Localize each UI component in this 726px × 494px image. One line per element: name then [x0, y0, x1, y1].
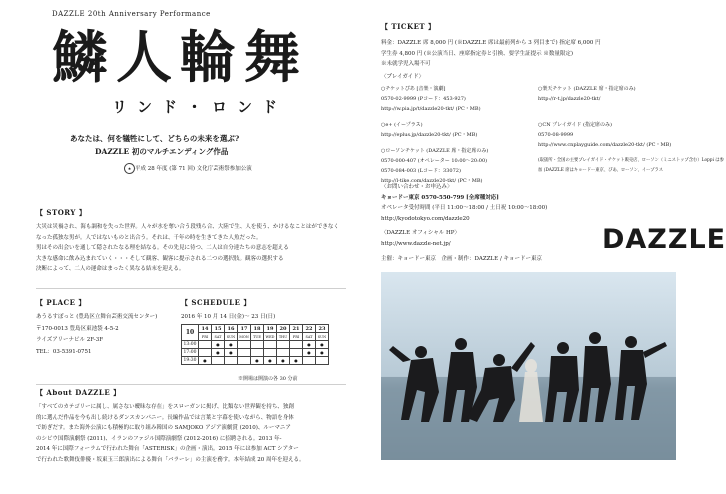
schedule-cell — [290, 341, 303, 349]
photo-illustration — [381, 272, 676, 460]
ticket-prices — [381, 38, 601, 70]
guide-phone: 0570-000-407 (オペレーター 10:00〜20:00) — [381, 158, 488, 164]
organizer: 主催：キョードー東京 企画・制作：DAZZLE / キョードー東京 — [381, 256, 543, 262]
guide-link[interactable]: http://www.cnplayguide.com/dazzle20-tkt/ (PC・MB) — [538, 142, 672, 148]
story-text — [36, 222, 344, 275]
place-heading: 【 PLACE 】 — [36, 298, 86, 307]
schedule-date-14: 14 — [199, 325, 212, 333]
schedule-note: ※開場は開演の各 30 分前 — [238, 376, 298, 382]
schedule-cell — [251, 349, 264, 357]
schedule-day: SUN — [225, 333, 238, 341]
schedule-heading: 【 SCHEDULE 】 — [181, 298, 251, 307]
about-heading: 【 About DAZZLE 】 — [36, 388, 121, 397]
guide-phone: 0570-08-9999 — [538, 132, 574, 138]
schedule-day: SUN — [316, 333, 329, 341]
schedule-cell — [290, 349, 303, 357]
about-text — [36, 402, 304, 465]
schedule-cell: ● — [212, 349, 225, 357]
guide-note: 加 (DAZZLE 席はキョードー東京、ぴあ、ローソン、イープラス — [538, 168, 664, 173]
schedule-period: 2016 年 10 月 14 日(金)〜 23 日(日) — [181, 314, 276, 320]
official-heading: 〈DAZZLE オフィシャル HP〉 — [381, 230, 460, 236]
schedule-date-22: 22 — [303, 325, 316, 333]
contact-phone: キョードー東京 0570-550-799 [全席種対応] — [381, 194, 499, 201]
story-line: 決断によって、二人の運命はまったく異なる結末を迎える。 — [36, 266, 185, 272]
schedule-day: FRI — [290, 333, 303, 341]
schedule-cell — [303, 357, 316, 365]
guide-phone: 0570-02-9999 (Pコード：453-927) — [381, 96, 466, 102]
schedule-cell: ● — [251, 357, 264, 365]
about-line: で紡ぎだす。また海外公演にも積極的に取り組み韓国の SAMJOKO アジア演劇賞 (2010)、ルーマニア — [36, 425, 291, 431]
schedule-cell — [264, 341, 277, 349]
schedule-date-16: 16 — [225, 325, 238, 333]
price-line: ※未就学児入場不可 — [381, 61, 431, 67]
guide-note: (取扱所・全国の主要プレイガイド・チケット販売店、ローソン（ミニストップ含む）Loppi は参 — [538, 158, 724, 163]
schedule-time: 17:00 — [182, 349, 199, 357]
playguide-right — [538, 84, 724, 176]
lead-tagline: DAZZLE 初のマルチエンディング作品 — [95, 147, 229, 156]
schedule-cell: ● — [303, 349, 316, 357]
schedule-cell — [264, 349, 277, 357]
venue-name: あうるすぽっと (豊島区立舞台芸術交流センター) — [36, 314, 158, 320]
venue-address: 〒170-0013 豊島区東池袋 4-5-2 — [36, 325, 119, 332]
about-line: で行われた歌舞伎俳優・坂東玉三郎演出による舞台「バラーレ」の主演を務す。本年結成 20 周年を迎える。 — [36, 456, 305, 463]
schedule-day: FRI — [199, 333, 212, 341]
contact-block — [381, 182, 547, 224]
festival-seal-icon: ★ — [124, 163, 135, 174]
contact-hours: オペレータ受付時間 (平日 11:00〜18:00 / 土日祝 10:00〜18:00) — [381, 205, 548, 211]
schedule-cell — [199, 341, 212, 349]
schedule-day: SAT — [303, 333, 316, 341]
schedule-date-19: 19 — [264, 325, 277, 333]
schedule-day: SAT — [212, 333, 225, 341]
price-line: 学生券 4,800 円 (※公演当日、座席指定券と引換、要学生証提示 ※数量限定) — [381, 50, 574, 57]
schedule-date-20: 20 — [277, 325, 290, 333]
schedule-cell: ● — [225, 341, 238, 349]
schedule-day: THU — [277, 333, 290, 341]
story-line: 大災は災禍され、海も調和を失った世界。人々が水を奪い合う段残ら合、大陸で生、人を使う、かけるなことはができなくなった孤独な男が。人ではないものと出合う。それは、千年の時を生きてきた人魚だった。 — [36, 224, 339, 241]
schedule-cell: ● — [316, 349, 329, 357]
guide-phone: 0570-084-003 (Lコード：33072) — [381, 168, 461, 174]
schedule-cell: ● — [303, 341, 316, 349]
dazzle-logo: DAZZLE — [602, 224, 726, 255]
guide-link[interactable]: http://w.pia.jp/t/dazzle20-tkt/ (PC・MB) — [381, 106, 481, 112]
ticket-heading: 【 TICKET 】 — [381, 22, 436, 31]
story-heading: 【 STORY 】 — [36, 208, 87, 217]
about-line: 「すべてのカテゴリーに属し、属さない曖昧な存在」をスローガンに掲げ、比類ない世界観を持ち、独創 — [36, 404, 294, 410]
schedule-cell: ● — [212, 341, 225, 349]
schedule-month: 10 — [182, 325, 199, 341]
award-note: 平成 28 年度 (第 71 回) 文化庁芸術祭参加公演 — [135, 166, 252, 172]
place-text — [36, 312, 157, 358]
about-line: のシビウ国際演劇祭 (2011)、イランのファジル国際演劇祭 (2012-2016) に招聘される。2013 年- — [36, 435, 282, 442]
schedule-cell: ● — [225, 349, 238, 357]
contact-heading: 〈お問い合わせ・お申込み〉 — [381, 184, 453, 190]
schedule-cell — [212, 357, 225, 365]
official-block — [381, 228, 460, 249]
venue-building: ライズアリーナビル 2F-3F — [36, 337, 104, 343]
schedule-date-21: 21 — [290, 325, 303, 333]
schedule-date-15: 15 — [212, 325, 225, 333]
schedule-cell — [238, 357, 251, 365]
schedule-day: MON — [239, 334, 249, 339]
schedule-cell — [199, 349, 212, 357]
guide-link[interactable]: http://eplus.jp/dazzle20-tkt/ (PC・MB) — [381, 132, 478, 138]
schedule-date-18: 18 — [251, 325, 264, 333]
price-line: 料金：DAZZLE 席 8,000 円 (※DAZZLE 席は最前列から 3 列目まで) 指定席 6,000 円 — [381, 40, 601, 46]
guide-link[interactable]: http://r-t.jp/dazzle20-tkt/ — [538, 96, 601, 102]
schedule-day: WED — [264, 333, 277, 341]
performance-photo — [381, 272, 676, 460]
schedule-cell: ● — [264, 357, 277, 365]
schedule-cell: ● — [316, 341, 329, 349]
divider — [36, 384, 346, 385]
schedule-cell: ● — [290, 357, 303, 365]
divider — [36, 288, 346, 289]
schedule-date-17: 17 — [238, 325, 251, 333]
lead-question: あなたは、何を犠牲にして、どちらの未来を選ぶ? — [70, 134, 240, 143]
guide-link[interactable]: http://l-tike.com/dazzle20-tkt/ (PC・MB) — [381, 178, 483, 184]
schedule-cell — [251, 341, 264, 349]
contact-url[interactable]: http://kyodotokyo.com/dazzle20 — [381, 215, 470, 222]
schedule-cell: ● — [277, 357, 290, 365]
about-line: 的に選んだ作品を今も出し続けるダンスカンパニー。長編作品では言葉と字幕を使いながら、物語を身体 — [36, 414, 294, 421]
schedule-table — [181, 324, 329, 365]
story-line: 大きな感命に飲み込まれていく・・・そして観客、観客に提示される二つの選択肢。観客の選択する — [36, 255, 284, 262]
schedule-cell — [238, 341, 251, 349]
schedule-cell — [316, 357, 329, 365]
schedule-cell — [238, 349, 251, 357]
guide-name: ○ローソンチケット (DAZZLE 席・指定席のみ) — [381, 148, 489, 154]
about-line: 2014 年に国際フォーラムで行われた舞台「ASTERISK」の企画・演出。2015 年には参加 ACT シアター — [36, 446, 299, 452]
schedule-time: 19:30 — [182, 357, 199, 365]
schedule-cell: ● — [199, 357, 212, 365]
story-line: 男はその出会いを通して隠されたなる理を結なる。その先見に待つ、二人は自分達たちの意志を超える — [36, 245, 289, 251]
schedule-day: TUE — [251, 333, 264, 341]
official-url[interactable]: http://www.dazzle-net.jp/ — [381, 240, 451, 247]
guide-name: ○CN プレイガイド (指定席のみ) — [538, 122, 612, 128]
schedule-cell — [277, 349, 290, 357]
guide-name: ○e+ (イープラス) — [381, 122, 423, 128]
schedule-date-23: 23 — [316, 325, 329, 333]
schedule-cell — [225, 357, 238, 365]
playguide-heading: 〈プレイガイド〉 — [381, 74, 425, 80]
guide-name: ○楽天チケット (DAZZLE 席・指定席のみ) — [538, 86, 636, 92]
guide-name: ○チケットぴあ [音楽・演劇] — [381, 86, 446, 92]
title-reading: リンド・ロンド — [112, 98, 288, 116]
schedule-cell — [277, 341, 290, 349]
venue-phone: TEL：03-5391-0751 — [36, 348, 92, 355]
schedule-time: 13:00 — [182, 341, 199, 349]
playguide-left — [381, 84, 488, 186]
page-title: 鱗人輪舞 — [52, 25, 308, 91]
event-subtitle: DAZZLE 20th Anniversary Performance — [52, 10, 211, 18]
